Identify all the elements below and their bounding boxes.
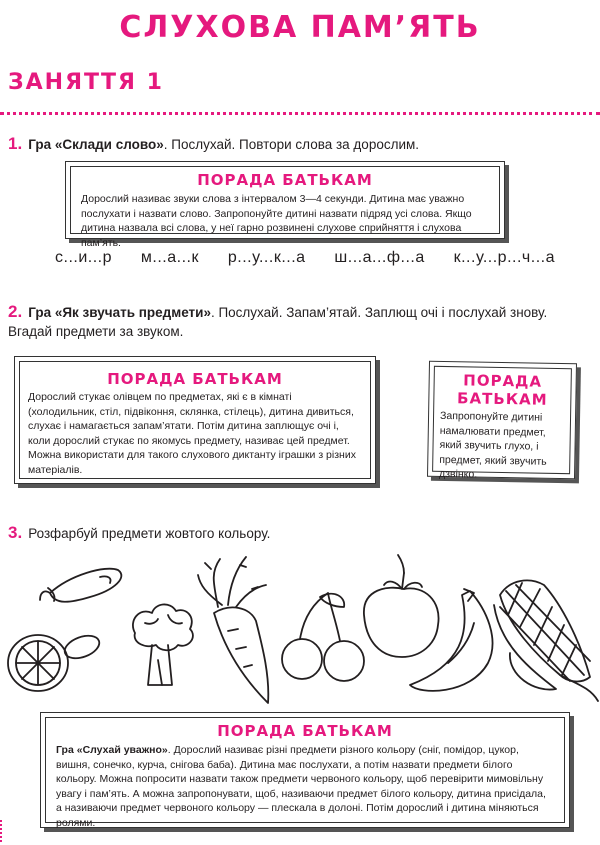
tip-box-1-frame: [70, 166, 500, 249]
tip-box-2-right-text: Запропонуйте дитині намалювати предмет, який звучить глухо, і предмет, який звучить дзвінко.: [438, 409, 547, 481]
task-3-instruction: [8, 523, 593, 543]
tip-box-1-title: ПОРАДА БАТЬКАМ: [197, 171, 373, 189]
section-divider: [0, 112, 600, 115]
tip-box-3: [40, 712, 570, 828]
tip-box-2-left-frame: [19, 361, 371, 479]
task-2-number: 2.: [8, 302, 23, 321]
carrot-icon: [198, 557, 268, 703]
tip-box-2-left-text: Дорослий стукає олівцем по предметах, які є в кімнаті (холодильник, стіл, підвіконня, склянка, стілець), дитина дивиться, слухає і намагається запам’ятати. Потім дитина заплющує очі і, коли дорослий стукає по якомусь предмету, називає цей предмет. Можна використати для такого слухового диктанту іграшки з різних матеріалів.: [28, 391, 356, 476]
lesson-heading: ЗАНЯТТЯ 1: [8, 70, 164, 95]
broccoli-icon: [133, 604, 193, 685]
tip-box-2-right-title-2: БАТЬКАМ: [456, 389, 548, 409]
sound-words-row: [55, 249, 555, 267]
task-3-number: 3.: [8, 523, 23, 542]
page-title: СЛУХОВА ПАМ’ЯТЬ: [119, 10, 481, 45]
tip-box-3-title: ПОРАДА БАТЬКАМ: [217, 722, 393, 740]
vegetables-illustration: [0, 545, 600, 705]
sound-word: р...у...к...а: [227, 249, 306, 266]
task-2-game: Гра «Як звучать предмети»: [28, 305, 211, 320]
sound-word: м...а...к: [140, 249, 199, 266]
tip-box-3-game: Гра «Слухай уважно»: [56, 744, 168, 756]
lemon-icon: [8, 631, 102, 691]
tip-box-2-right-title-1: ПОРАДА: [463, 371, 543, 391]
tip-box-1: [65, 161, 505, 249]
side-decoration: [0, 820, 6, 842]
task-3-text: Розфарбуй предмети жовтого кольору.: [28, 526, 271, 541]
tip-box-2-left-title: ПОРАДА БАТЬКАМ: [107, 370, 283, 388]
task-2-text: . Послухай. Запам’ятай. Заплющ очі і послухай знову. Вгадай предмети за звуком.: [8, 305, 548, 339]
sound-word: к...у...р...ч...а: [453, 249, 555, 266]
task-1-game: Гра «Склади слово»: [28, 137, 164, 152]
tomato-icon: [364, 555, 439, 657]
task-1-text: . Послухай. Повтори слова за дорослим.: [163, 137, 420, 152]
tip-box-2-right: [427, 361, 577, 480]
tip-box-3-frame: [45, 717, 565, 829]
task-1-instruction: [8, 134, 593, 154]
corn-icon: [494, 580, 598, 701]
sound-word: с...и...р: [55, 249, 113, 266]
tip-box-2-left: [14, 356, 376, 484]
tip-box-1-text: Дорослий називає звуки слова з інтервалом 3—4 секунди. Дитина має уважно послухати і назвати слово. Запропонуйте дитині назвати підряд усі слова. Якщо дитина назвала всі слова, у неї гарно розвинені слухове сприйняття і слухова пам’ять.: [81, 193, 472, 249]
task-2-instruction: [8, 302, 593, 341]
cherries-icon: [282, 593, 364, 681]
tip-box-3-text: . Дорослий називає різні предмети різного кольору (сніг, помідор, цукор, вишня, сонечко, курча, снігова баба). Дитина має послухати, а потім назвати предмети білого кольору. Можна попросити назвати також предмети червоного кольору, щоб перевірити мимовільну увагу і пам’ять. А можна запропонувати, щоб, називаючи предмет білого кольору, дитина присідала, а називаючи предмет червоного кольору — плескала в долоні. Потім дорослий і дитина міняються ролями.: [56, 744, 546, 829]
task-1-number: 1.: [8, 134, 23, 153]
sound-word: ш...а...ф...а: [334, 249, 425, 266]
eggplant-icon: [40, 569, 121, 602]
tip-box-2-right-frame: [432, 366, 572, 481]
tip-box-3-body: [56, 743, 554, 830]
banana-icon: [410, 589, 493, 691]
